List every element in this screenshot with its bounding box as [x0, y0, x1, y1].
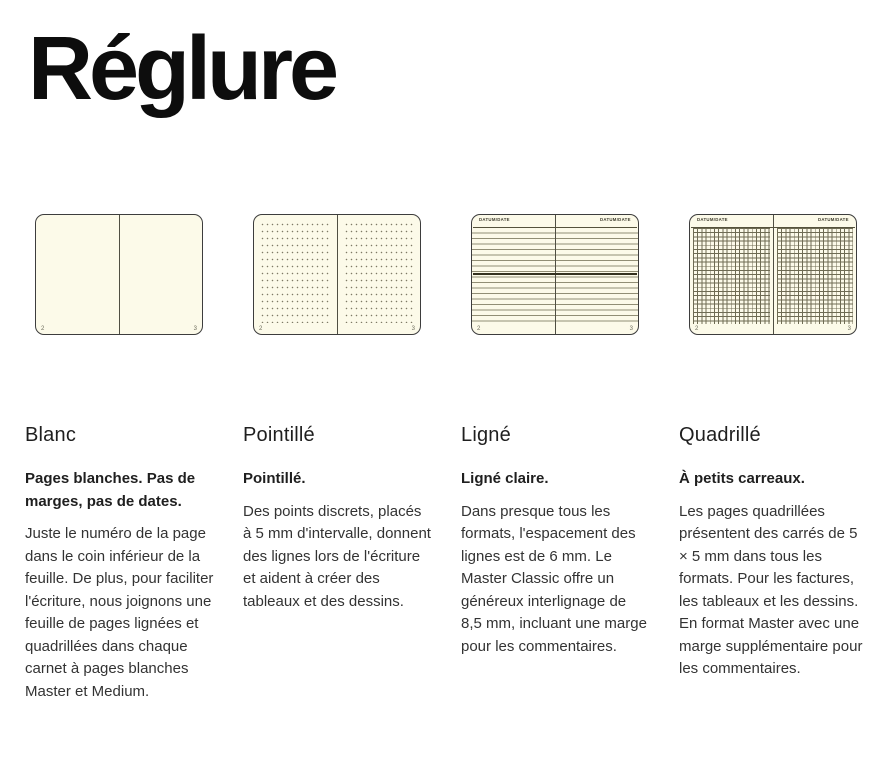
dot-grid-pattern — [344, 221, 415, 323]
ruled-lines-pattern — [472, 228, 555, 325]
page-number: 2 — [41, 326, 45, 332]
page-number: 2 — [477, 326, 481, 332]
notebook-left-page — [690, 215, 773, 334]
page-title: Réglure — [28, 19, 336, 119]
square-grid-pattern — [693, 228, 770, 324]
notebook-preview-grid — [689, 214, 857, 335]
notebook-preview-ruled — [471, 214, 639, 335]
date-field-label: DATUM/DATE — [479, 218, 510, 223]
page-number: 2 — [259, 326, 263, 332]
ruling-heading: Pointillé — [243, 424, 315, 446]
notebook-preview-blank — [35, 214, 203, 335]
header-rule-line — [691, 227, 855, 228]
mid-page-rule-line — [473, 273, 637, 275]
ruling-heading: Ligné — [461, 424, 511, 446]
ruling-column-pointille — [243, 214, 433, 703]
page-number: 3 — [411, 326, 415, 332]
date-field-label: DATUM/DATE — [818, 218, 849, 223]
ruled-lines-pattern — [556, 228, 639, 325]
ruling-subheading: Pointillé. — [243, 470, 306, 487]
ruling-column-ligne — [461, 214, 651, 703]
date-field-label: DATUM/DATE — [600, 218, 631, 223]
page-number: 2 — [695, 326, 699, 332]
ruling-column-blanc — [25, 214, 215, 703]
ruling-heading: Blanc — [25, 424, 77, 446]
square-grid-pattern — [777, 228, 854, 324]
notebook-right-page — [337, 215, 421, 334]
notebook-right-page — [773, 215, 857, 334]
notebook-preview-dotted — [253, 214, 421, 335]
notebook-right-page — [119, 215, 203, 334]
ruling-column-quadrille — [679, 214, 869, 703]
ruling-subheading: Pages blanches. Pas de marges, pas de dates. — [25, 470, 196, 510]
date-field-label: DATUM/DATE — [697, 218, 728, 223]
ruling-subheading: Ligné claire. — [461, 470, 549, 487]
notebook-left-page — [254, 215, 337, 334]
ruling-columns — [25, 214, 890, 703]
ruling-description: Juste le numéro de la page dans le coin inférieur de la feuille. De plus, pour faciliter l'écriture, nous joignons une feuille de pages lignées et quadrillées dans chaque carnet à pages blanches Master et Medium. — [25, 525, 214, 700]
page-number: 3 — [629, 326, 633, 332]
ruling-heading: Quadrillé — [679, 424, 761, 446]
notebook-left-page — [36, 215, 119, 334]
ruling-subheading: À petits carreaux. — [679, 470, 805, 487]
ruling-description: Dans presque tous les formats, l'espacement des lignes est de 6 mm. Le Master Classic offre un généreux interlignage de 8,5 mm, incluant une marge pour les commentaires. — [461, 502, 647, 655]
ruling-description: Des points discrets, placés à 5 mm d'intervalle, donnent des lignes lors de l'écriture et aident à créer des tableaux et des dessins. — [243, 502, 431, 610]
page-number: 3 — [193, 326, 197, 332]
dot-grid-pattern — [260, 221, 331, 323]
header-rule-line — [473, 227, 637, 228]
page-number: 3 — [847, 326, 851, 332]
ruling-description: Les pages quadrillées présentent des carrés de 5 × 5 mm dans tous les formats. Pour les factures, les tableaux et les dessins. En format Master avec une marge supplémentaire pour les commentaires. — [679, 502, 863, 677]
